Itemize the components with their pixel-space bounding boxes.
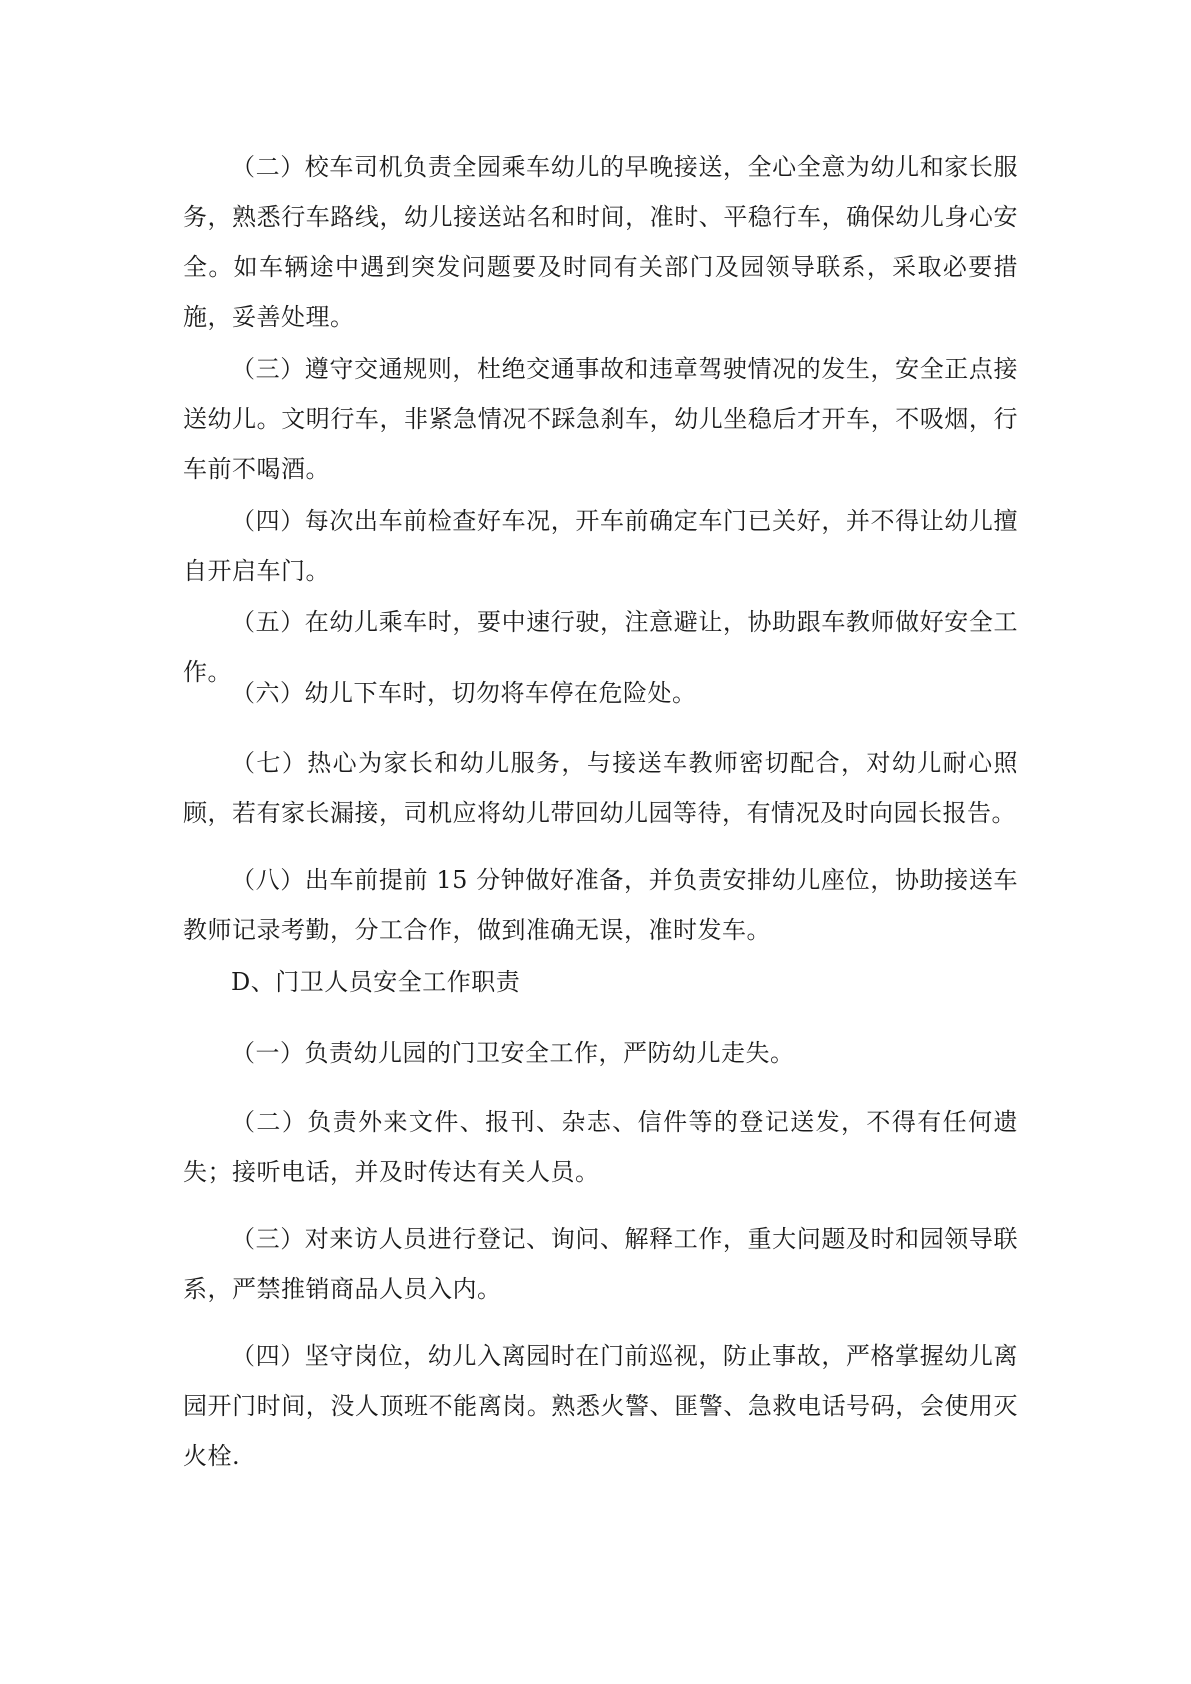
paragraph-gatekeeper-duty-2: （二）负责外来文件、报刊、杂志、信件等的登记送发，不得有任何遗失；接听电话，并及时传达有关人员。 [183, 1108, 1018, 1186]
paragraph-gatekeeper-duty-4: （四）坚守岗位，幼儿入离园时在门前巡视，防止事故，严格掌握幼儿离园开门时间，没人顶班不能离岗。熟悉火警、匪警、急救电话号码，会使用灭火栓. [183, 1342, 1018, 1470]
paragraph-driver-duty-6: （六）幼儿下车时，切勿将车停在危险处。 [231, 679, 697, 707]
paragraph-driver-duty-8: （八）出车前提前 15 分钟做好准备，并负责安排幼儿座位，协助接送车教师记录考勤，分工合作，做到准确无误，准时发车。 [183, 866, 1018, 944]
paragraph-gatekeeper-duty-1: （一）负责幼儿园的门卫安全工作，严防幼儿走失。 [231, 1039, 795, 1067]
paragraph-driver-duty-7: （七）热心为家长和幼儿服务，与接送车教师密切配合，对幼儿耐心照顾，若有家长漏接，司机应将幼儿带回幼儿园等待，有情况及时向园长报告。 [183, 749, 1018, 827]
section-heading-gatekeeper: D、门卫人员安全工作职责 [231, 968, 521, 996]
paragraph-gatekeeper-duty-3: （三）对来访人员进行登记、询问、解释工作，重大问题及时和园领导联系，严禁推销商品人员入内。 [183, 1225, 1018, 1303]
paragraph-driver-duty-3: （三）遵守交通规则，杜绝交通事故和违章驾驶情况的发生，安全正点接送幼儿。文明行车，非紧急情况不踩急刹车，幼儿坐稳后才开车，不吸烟，行车前不喝酒。 [183, 355, 1018, 483]
paragraph-driver-duty-2: （二）校车司机负责全园乘车幼儿的早晚接送，全心全意为幼儿和家长服务，熟悉行车路线，幼儿接送站名和时间，准时、平稳行车，确保幼儿身心安全。如车辆途中遇到突发问题要及时同有关部门及园领导联系，采取必要措施，妥善处理。 [183, 153, 1018, 331]
paragraph-driver-duty-4: （四）每次出车前检查好车况，开车前确定车门已关好，并不得让幼儿擅自开启车门。 [183, 507, 1018, 585]
paragraph-driver-duty-5: （五）在幼儿乘车时，要中速行驶，注意避让，协助跟车教师做好安全工作。 [183, 608, 1018, 686]
